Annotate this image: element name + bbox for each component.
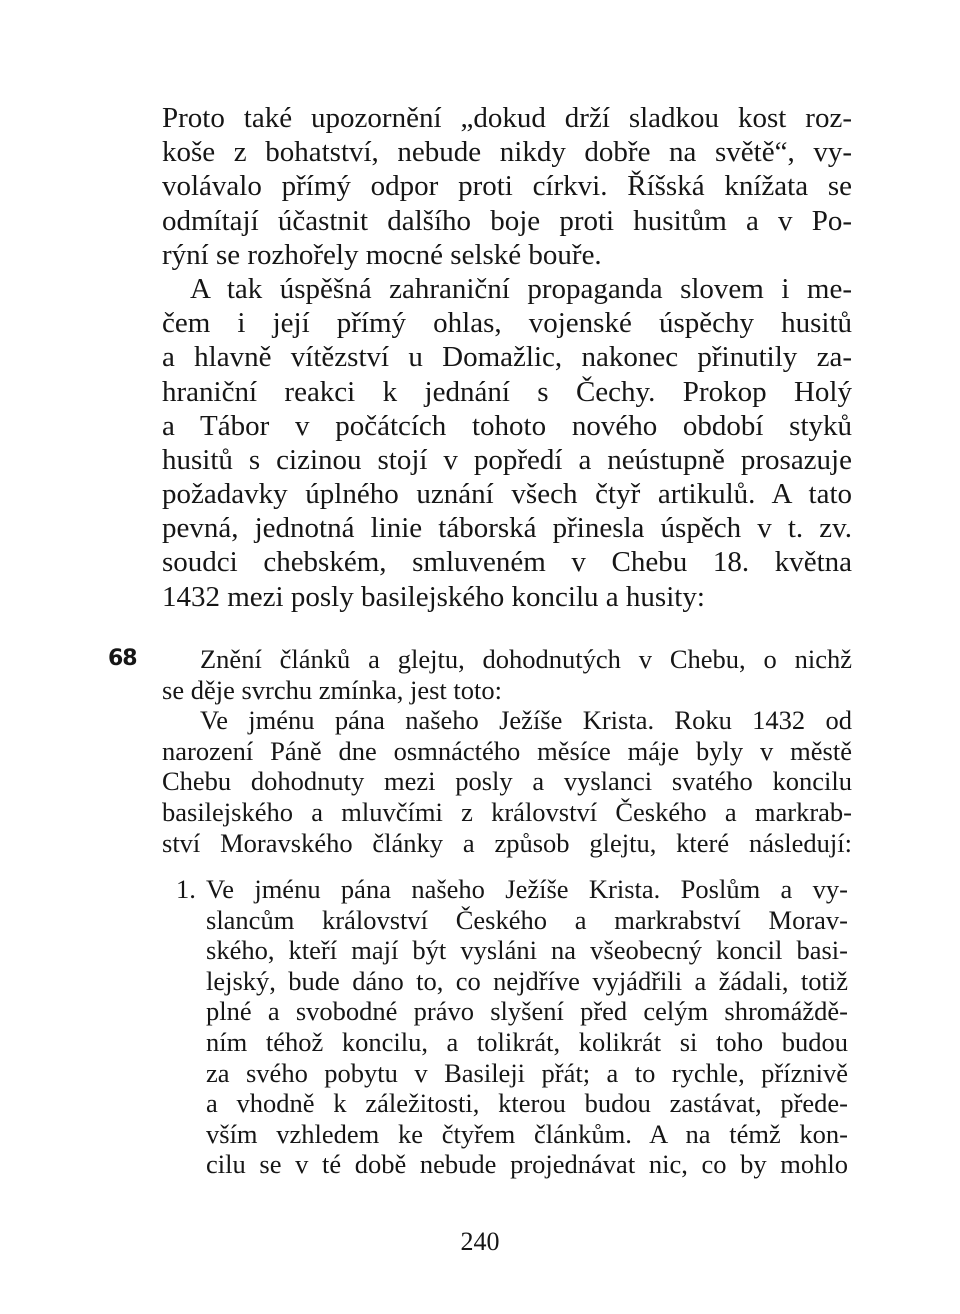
document-text: [162, 644, 852, 858]
text-line: ského, kteří mají být vysláni na všeobecný koncil basi-: [206, 935, 848, 966]
text-line: Proto také upozornění „dokud drží sladkou kost roz-: [162, 102, 852, 134]
text-line: pevná, jednotná linie táborská přinesla úspěch v t. zv.: [162, 512, 852, 545]
text-line: koše z bohatství, nebude nikdy dobře na světě“, vy-: [162, 136, 852, 169]
text-line: Ve jménu pána našeho Ježíše Krista. Poslům a vy-: [206, 874, 848, 904]
text-line: se děje svrchu zmínka, jest toto:: [162, 674, 502, 705]
text-line: a vhodně k záležitosti, kterou budou zastávat, přede-: [206, 1088, 848, 1119]
text-line: soudci chebském, smluveném v Chebu 18. května: [162, 546, 852, 579]
text-line: lejský, bude dáno to, co nejdříve vyjádřili a žádali, totiž: [206, 965, 848, 996]
margin-document-number: 68: [108, 646, 137, 671]
text-line: slancům království Českého a markrabství Morav-: [206, 904, 848, 935]
text-line: ství Moravského články a způsob glejtu, které následují:: [162, 827, 852, 858]
text-line: plné a svobodné právo slyšení před celým shromáždě-: [206, 996, 848, 1027]
text-line: ním téhož koncilu, a tolikrát, kolikrát si toho budou: [206, 1026, 848, 1057]
text-line: Chebu dohodnuty mezi posly a vyslanci svatého koncilu: [162, 766, 852, 797]
text-line: hraniční reakci k jednání s Čechy. Prokop Holý: [162, 375, 852, 408]
text-line: narození Páně dne osmnáctého měsíce máje byly v městě: [162, 735, 852, 766]
text-line: basilejského a mluvčími z království Českého a markrab-: [162, 796, 852, 827]
page-number: 240: [460, 1227, 500, 1256]
text-line: vším vzhledem ke čtyřem článkům. A na témž kon-: [206, 1118, 848, 1149]
text-line: A tak úspěšná zahraniční propaganda slovem i me-: [190, 272, 852, 305]
text-line: odmítají účastnit dalšího boje proti husitům a v Po-: [162, 204, 852, 237]
list-item-number: 1.: [176, 874, 196, 904]
intro-paragraphs: [162, 101, 852, 614]
text-line: požadavky úplného uznání všech čtyř artikulů. A tato: [162, 478, 852, 511]
list-item-text: [206, 874, 848, 1180]
text-line: husitů s cizinou stojí v popředí a neústupně prosazuje: [162, 443, 852, 476]
text-line: cilu se v té době nebude projednávat nic, co by mohlo: [206, 1149, 848, 1180]
text-line: za svého pobytu v Basileji přát; a to rychle, příznivě: [206, 1057, 848, 1088]
text-line: rýní se rozhořely mocné selské bouře.: [162, 238, 602, 271]
text-line: volávalo přímý odpor proti církvi. Říšská knížata se: [162, 170, 852, 203]
text-line: a hlavně vítězství u Domažlic, nakonec přinutily za-: [162, 341, 852, 374]
text-line: a Tábor v počátcích tohoto nového období styků: [162, 409, 852, 442]
text-line: Znění článků a glejtu, dohodnutých v Chebu, o nichž: [200, 644, 852, 674]
text-line: čem i její přímý ohlas, vojenské úspěchy husitů: [162, 307, 852, 340]
text-line: 1432 mezi posly basilejského koncilu a husity:: [162, 580, 705, 613]
text-line: Ve jménu pána našeho Ježíše Krista. Roku 1432 od: [200, 705, 852, 736]
